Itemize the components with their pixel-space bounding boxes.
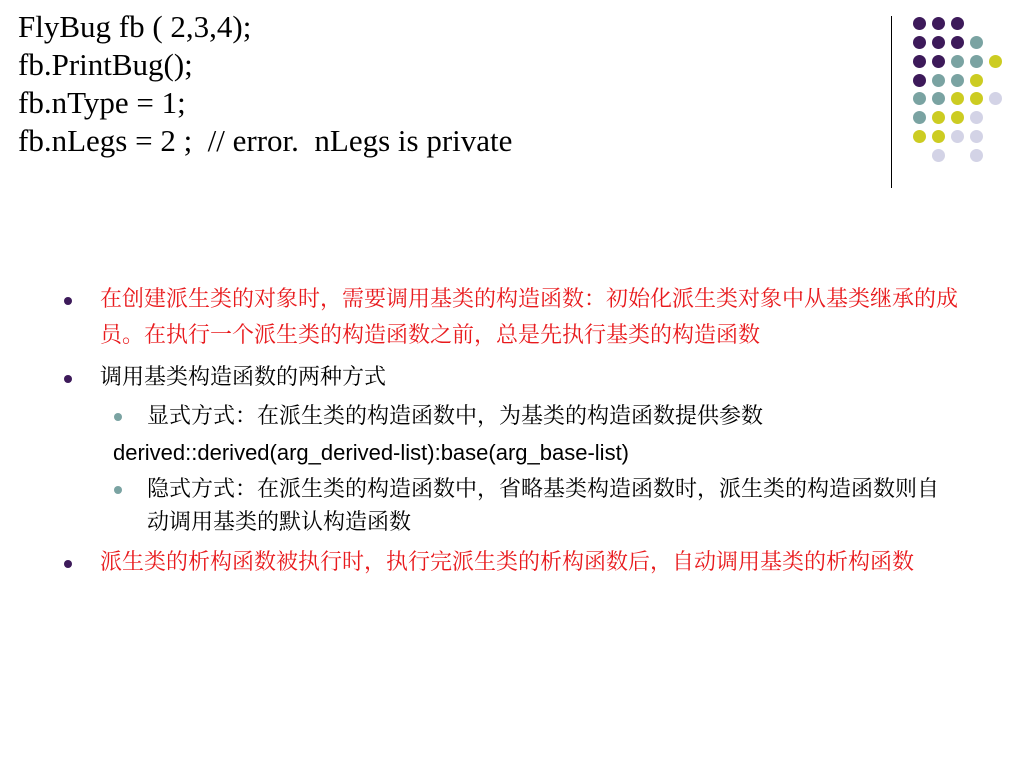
bullet-dot-icon	[64, 560, 72, 568]
decor-dot	[932, 36, 945, 49]
bullet-text: 在创建派生类的对象时，需要调用基类的构造函数：初始化派生类对象中从基类继承的成员。在执行一个派生类的构造函数之前，总是先执行基类的构造函数	[100, 287, 959, 348]
sub-bullet-text: 隐式方式：在派生类的构造函数中，省略基类构造函数时，派生类的构造函数则自动调用基类的默认构造函数	[147, 477, 940, 535]
bullet-text: 派生类的析构函数被执行时，执行完派生类的析构函数后，自动调用基类的析构函数	[100, 550, 915, 575]
decor-dot	[951, 17, 964, 30]
decor-dot	[989, 92, 1002, 105]
decor-dot	[970, 92, 983, 105]
decor-dot	[951, 92, 964, 105]
code-line-4: fb.nLegs = 2 ; // error. nLegs is private	[18, 123, 513, 158]
decor-dot	[951, 36, 964, 49]
decor-dot	[932, 111, 945, 124]
decor-dot	[951, 55, 964, 68]
decor-dot	[913, 130, 926, 143]
bullet-dot-icon	[64, 375, 72, 383]
bullet-item-base-constructor	[60, 282, 960, 354]
decor-dot	[932, 130, 945, 143]
sub-bullet-dot-icon	[114, 413, 122, 421]
decor-dot	[951, 74, 964, 87]
sub-bullet-text: 显式方式：在派生类的构造函数中，为基类的构造函数提供参数	[147, 404, 764, 429]
decor-dot	[951, 111, 964, 124]
code-line-1: FlyBug fb ( 2,3,4);	[18, 9, 252, 44]
decor-dot	[932, 92, 945, 105]
decor-dot	[932, 17, 945, 30]
decor-dot	[913, 92, 926, 105]
decor-dot	[970, 55, 983, 68]
bullet-item-two-ways	[60, 360, 960, 396]
decor-dot	[932, 74, 945, 87]
decor-dot	[970, 130, 983, 143]
decor-dot	[970, 74, 983, 87]
sub-bullet-dot-icon	[114, 486, 122, 494]
bullet-list	[60, 282, 960, 581]
syntax-line: derived::derived(arg_derived-list):base(arg_base-list)	[113, 440, 630, 465]
sub-bullet-implicit	[60, 473, 960, 539]
sub-bullet-explicit	[60, 400, 960, 433]
decor-dot	[913, 17, 926, 30]
decor-dot	[913, 111, 926, 124]
bullet-dot-icon	[64, 297, 72, 305]
decor-dot	[913, 74, 926, 87]
decor-dot	[932, 149, 945, 162]
decor-dot	[970, 36, 983, 49]
decorative-dot-grid	[0, 0, 1024, 200]
bullet-text: 调用基类构造函数的两种方式	[100, 365, 387, 390]
decor-dot	[970, 149, 983, 162]
bullet-item-destructor	[60, 545, 960, 581]
decor-dot	[913, 55, 926, 68]
decor-dot	[913, 36, 926, 49]
code-line-2: fb.PrintBug();	[18, 47, 193, 82]
decor-dot	[989, 55, 1002, 68]
decor-dot	[932, 55, 945, 68]
decor-dot	[951, 130, 964, 143]
code-line-3: fb.nType = 1;	[18, 85, 186, 120]
decor-dot	[970, 111, 983, 124]
